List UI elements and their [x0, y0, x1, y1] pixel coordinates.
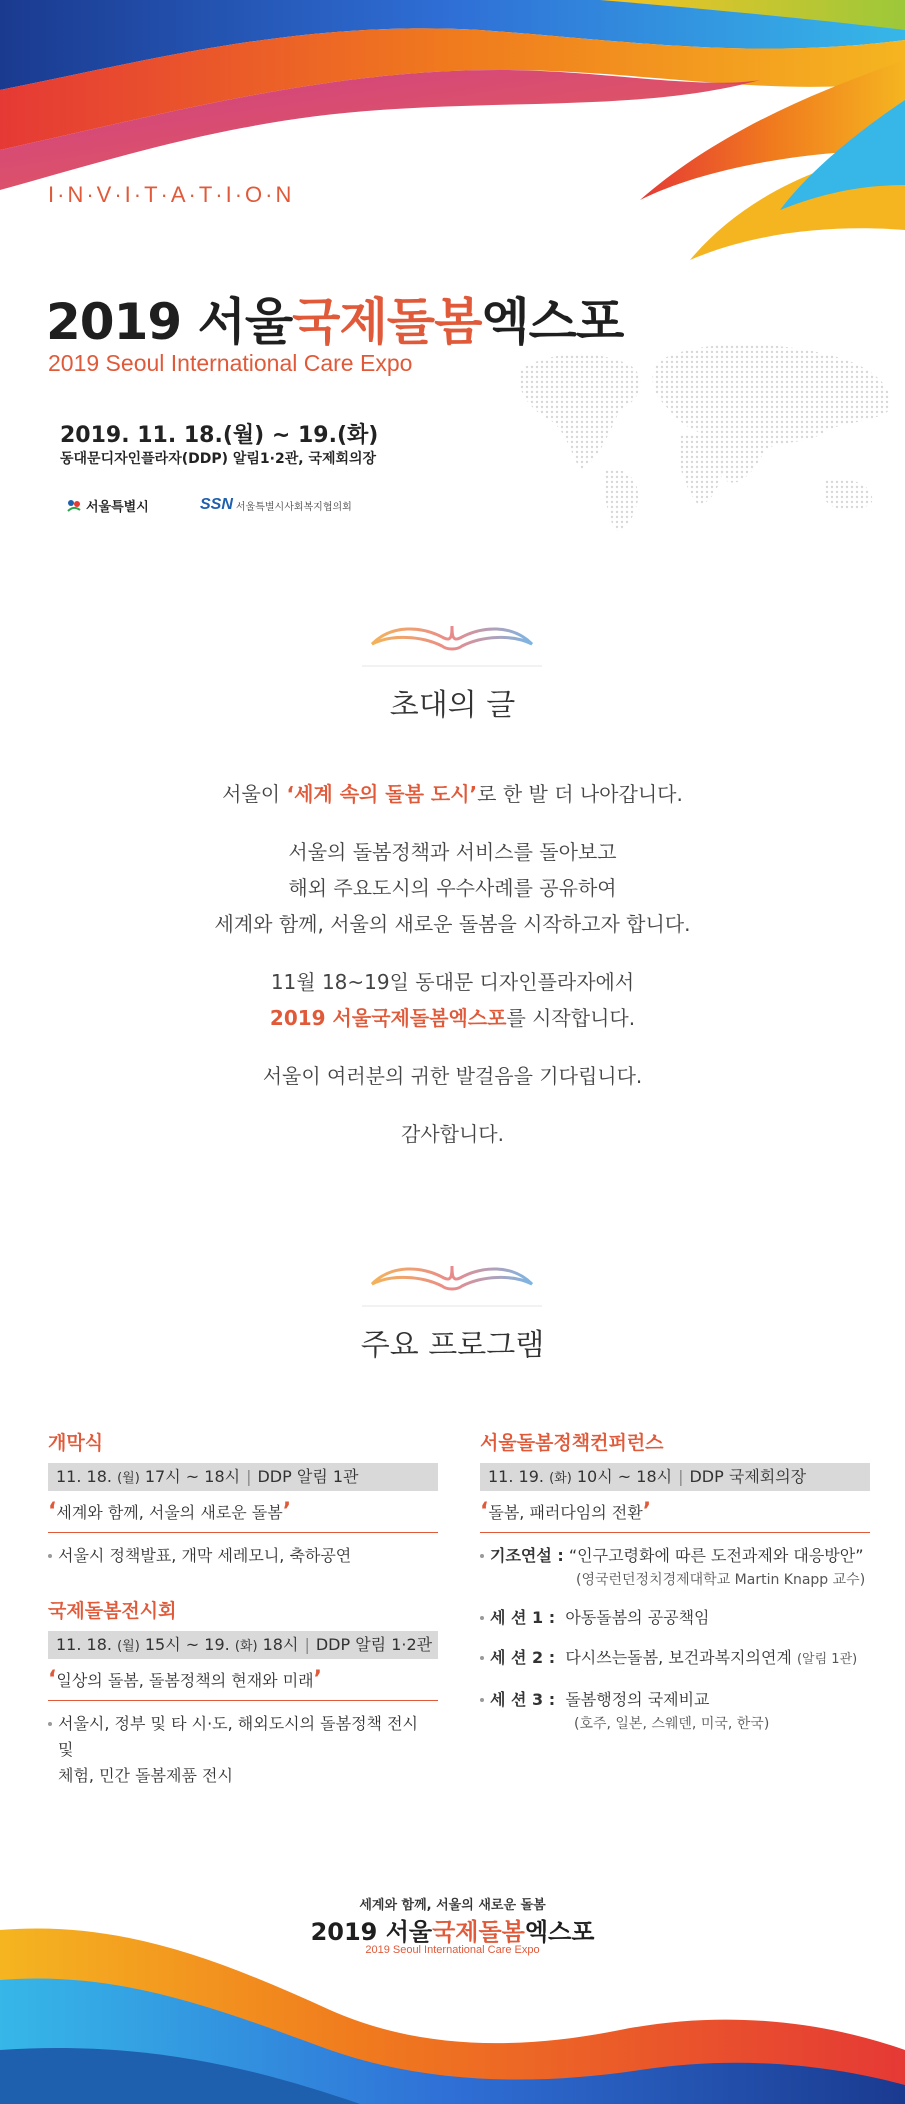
invitation-letter	[0, 776, 905, 1174]
ssn-logo	[200, 496, 352, 514]
schedule-date: 11. 18.	[56, 1467, 112, 1486]
quote-text: 돌봄, 패러다임의 전환	[488, 1503, 643, 1522]
expo-title-en: 2019 Seoul International Care Expo	[48, 350, 413, 376]
bullet-label: 세 션 3 :	[490, 1690, 556, 1709]
program-opening	[48, 1428, 438, 1569]
bullet-text: 아동돌봄의 공공책임	[565, 1608, 710, 1627]
schedule-time: 15시 ~ 19.	[144, 1635, 230, 1654]
program-bullet: 서울시 정책발표, 개막 세레모니, 축하공연	[48, 1543, 438, 1569]
title-highlight: 국제돌봄	[292, 293, 482, 351]
title-part: 2019 서울	[310, 1918, 433, 1946]
letter-text: 를 시작합니다.	[506, 1006, 636, 1030]
bullet-text: 돌봄행정의 국제비교	[565, 1690, 710, 1709]
program-schedule-bar: 11. 18. (월) 17시 ~ 18시 | DDP 알림 1관	[48, 1463, 438, 1491]
ornament-divider-icon	[362, 612, 542, 672]
seoul-logo-icon	[66, 498, 82, 514]
program-heading: 개막식	[48, 1432, 104, 1454]
footer-title-en: 2019 Seoul International Care Expo	[365, 1944, 540, 1956]
header-wave-graphic	[0, 0, 905, 330]
bullet-label: 세 션 1 :	[490, 1608, 556, 1627]
letter-paragraph: 감사합니다.	[401, 1122, 504, 1146]
quote-text: 일상의 돌봄, 돌봄정책의 현재와 미래	[56, 1671, 314, 1690]
ornament-divider-icon	[362, 1252, 542, 1312]
schedule-place: DDP 국제회의장	[689, 1467, 807, 1486]
letter-highlight: 2019 서울국제돌봄엑스포	[269, 1006, 507, 1030]
bullet-text: 다시쓰는돌봄, 보건과복지의연계	[565, 1648, 792, 1667]
program-schedule-bar: 11. 19. (화) 10시 ~ 18시 | DDP 국제회의장	[480, 1463, 870, 1491]
program-quote: ‘세계와 함께, 서울의 새로운 돌봄’	[48, 1491, 438, 1533]
letter-text: 로 한 발 더 나아갑니다.	[477, 782, 683, 806]
event-date: 2019. 11. 18.(월) ~ 19.(화)	[60, 423, 379, 448]
title-part: 2019 서울	[46, 293, 293, 351]
program-bullet-session	[480, 1687, 870, 1713]
program-quote: ‘일상의 돌봄, 돌봄정책의 현재와 미래’	[48, 1659, 438, 1701]
letter-paragraph	[0, 964, 905, 1036]
schedule-day: (월)	[117, 1471, 140, 1486]
program-exhibition	[48, 1596, 438, 1789]
schedule-time: 10시 ~ 18시	[576, 1467, 673, 1486]
letter-line: 해외 주요도시의 우수사례를 공유하여	[288, 876, 617, 900]
letter-paragraph	[0, 776, 905, 812]
letter-paragraph: 서울이 여러분의 귀한 발걸음을 기다립니다.	[262, 1064, 643, 1088]
quote-text: 세계와 함께, 서울의 새로운 돌봄	[56, 1503, 283, 1522]
letter-line: 서울의 돌봄정책과 서비스를 돌아보고	[288, 840, 617, 864]
program-heading: 서울돌봄정책컨퍼런스	[480, 1432, 664, 1454]
footer-title	[0, 1912, 905, 1947]
schedule-day: (화)	[549, 1471, 572, 1486]
schedule-place: DDP 알림 1·2관	[315, 1635, 433, 1654]
schedule-date: 11. 18.	[56, 1635, 112, 1654]
invitation-section-title: 초대의 글	[389, 688, 516, 723]
letter-line: 세계와 함께, 서울의 새로운 돌봄을 시작하고자 합니다.	[214, 912, 691, 936]
invitation-label: I·N·V·I·T·A·T·I·O·N	[48, 182, 295, 207]
bullet-sub: (호주, 일본, 스웨덴, 미국, 한국)	[574, 1716, 770, 1732]
seoul-logo	[66, 496, 149, 515]
bullet-label: 기조연설 :	[490, 1546, 564, 1565]
bullet-sub: (영국런던정치경제대학교 Martin Knapp 교수)	[576, 1572, 866, 1588]
letter-text: 서울이	[222, 782, 287, 806]
title-part: 엑스포	[524, 1918, 595, 1946]
event-venue: 동대문디자인플라자(DDP) 알림1·2관, 국제회의장	[60, 451, 377, 467]
bullet-line: 서울시, 정부 및 타 시·도, 해외도시의 돌봄정책 전시 및	[58, 1714, 418, 1759]
program-bullet	[48, 1711, 438, 1789]
bullet-label: 세 션 2 :	[490, 1648, 556, 1667]
schedule-date: 11. 19.	[488, 1467, 544, 1486]
program-bullet-session	[480, 1605, 870, 1631]
bullet-line: 체험, 민간 돌봄제품 전시	[58, 1766, 233, 1785]
program-schedule-bar: 11. 18. (월) 15시 ~ 19. (화) 18시 | DDP 알림 1·2관	[48, 1631, 438, 1659]
letter-paragraph	[0, 834, 905, 942]
program-quote: ‘돌봄, 패러다임의 전환’	[480, 1491, 870, 1533]
schedule-time: 17시 ~ 18시	[144, 1467, 241, 1486]
ssn-logo-text: 서울특별시사회복지협의회	[235, 501, 352, 513]
schedule-place: DDP 알림 1관	[257, 1467, 359, 1486]
bullet-note: (알림 1관)	[796, 1652, 858, 1667]
program-conference	[480, 1428, 870, 1735]
letter-line: 11월 18~19일 동대문 디자인플라자에서	[270, 970, 635, 994]
schedule-time: 18시	[262, 1635, 299, 1654]
title-highlight: 국제돌봄	[432, 1918, 525, 1946]
footer-tagline: 세계와 함께, 서울의 새로운 돌봄	[359, 1898, 546, 1913]
bullet-text: “인구고령화에 따른 도전과제와 대응방안”	[568, 1546, 864, 1565]
letter-highlight: ‘세계 속의 돌봄 도시’	[286, 782, 478, 806]
schedule-day: (화)	[234, 1639, 258, 1654]
program-heading: 국제돌봄전시회	[48, 1600, 177, 1622]
program-bullet-session	[480, 1645, 870, 1673]
program-bullet-keynote	[480, 1543, 870, 1569]
world-map-dots	[510, 330, 905, 540]
seoul-logo-text: 서울특별시	[86, 500, 149, 515]
ssn-logo-mark: SSN	[200, 496, 233, 513]
program-section-title: 주요 프로그램	[360, 1328, 545, 1363]
schedule-day: (월)	[117, 1639, 140, 1654]
title-part: 엑스포	[481, 293, 624, 351]
